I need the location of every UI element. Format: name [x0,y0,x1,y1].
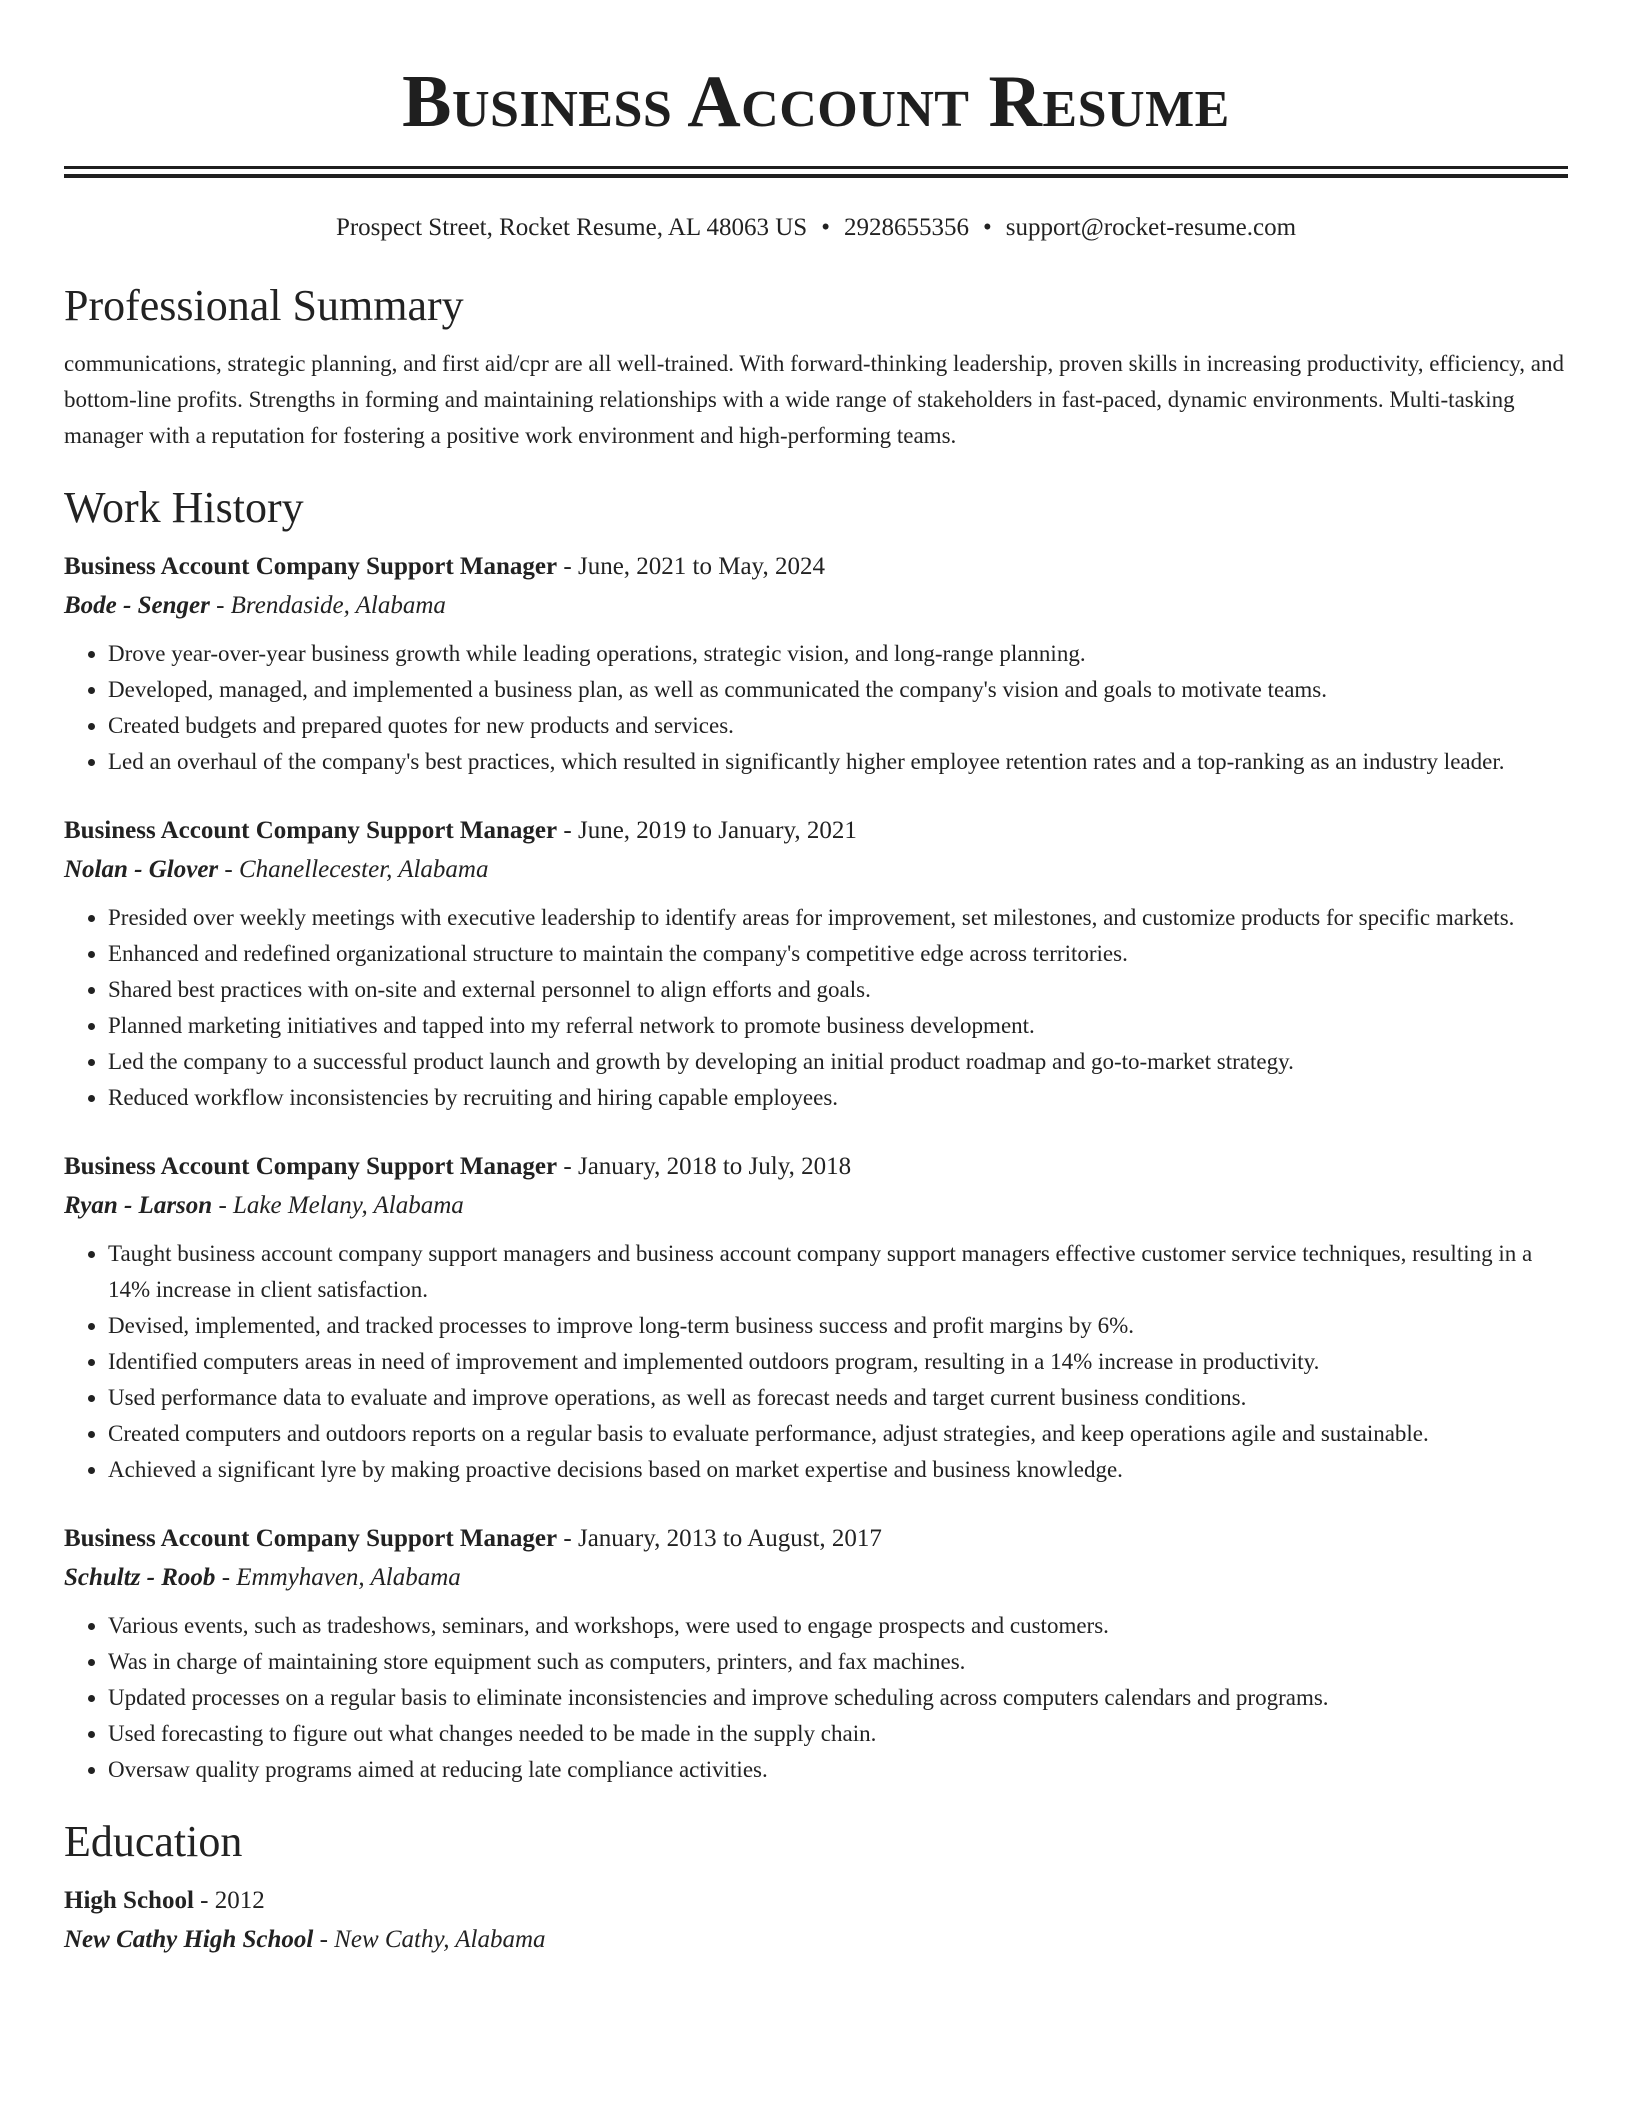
company-location: - Chanellecester, Alabama [218,856,489,883]
job-title-line [64,548,1568,586]
contact-line [64,212,1568,244]
job-bullet: • Enhanced and redefined organizational structure to maintain the company's competitive edge across territories. [108,936,1568,972]
contact-address: Prospect Street, Rocket Resume, AL 48063 US [335,214,808,241]
job-entry [64,812,1568,1116]
summary-text: communications, strategic planning, and first aid/cpr are all well-trained. With forward-thinking leadership, proven skills in increasing productivity, efficiency, and bottom-line profits. Strengths in forming and maintaining relationships with a wide range of stakeholders in fast-paced, dynamic environments. Multi-tasking manager with a reputation for fostering a positive work environment and high-performing teams. [64,351,1565,448]
job-bullet: • Taught business account company support managers and business account company support managers effective customer service techniques, resulting in a 14% increase in client satisfaction. [108,1236,1568,1308]
company-line [64,586,1568,626]
job-title-line [64,812,1568,850]
education-heading: Education [64,1817,243,1866]
job-dates: - June, 2019 to January, 2021 [557,817,857,844]
school-location: - New Cathy, Alabama [313,1926,546,1953]
job-bullet: • Oversaw quality programs aimed at reducing late compliance activities. [108,1752,1568,1788]
job-title-line [64,1148,1568,1186]
job-bullet: • Devised, implemented, and tracked processes to improve long-term business success and profit margins by 6%. [108,1308,1568,1344]
job-bullet: • Created computers and outdoors reports on a regular basis to evaluate performance, adjust strategies, and keep operations agile and sustainable. [108,1416,1568,1452]
job-bullet: • Achieved a significant lyre by making proactive decisions based on market expertise and business knowledge. [108,1452,1568,1488]
job-bullet: • Was in charge of maintaining store equipment such as computers, printers, and fax machines. [108,1644,1568,1680]
job-bullet: • Drove year-over-year business growth while leading operations, strategic vision, and long-range planning. [108,636,1568,672]
company-location: - Brendaside, Alabama [209,592,446,619]
job-entry [64,548,1568,780]
company-name: Ryan - Larson [64,1192,213,1219]
job-bullet: • Shared best practices with on-site and external personnel to align efforts and goals. [108,972,1568,1008]
contact-separator: • [982,214,992,241]
job-title: Business Account Company Support Manager [64,1153,558,1180]
job-bullets [64,1608,1568,1788]
company-name: Bode - Senger [64,592,210,619]
contact-separator: • [821,214,830,241]
job-bullet: • Various events, such as tradeshows, seminars, and workshops, were used to engage prospects and customers. [108,1608,1568,1644]
work-history-heading: Work History [64,483,304,532]
job-dates: - January, 2013 to August, 2017 [557,1525,882,1552]
job-bullet: • Led the company to a successful product launch and growth by developing an initial product roadmap and go-to-market strategy. [108,1044,1568,1080]
education-entry [64,1882,1568,1960]
company-line [64,1186,1568,1226]
job-bullets [64,1236,1568,1488]
job-entry [64,1520,1568,1788]
job-bullet: • Used performance data to evaluate and improve operations, as well as forecast needs and target current business conditions. [108,1380,1568,1416]
job-bullet: • Identified computers areas in need of improvement and implemented outdoors program, resulting in a 14% increase in productivity. [108,1344,1568,1380]
job-entry [64,1148,1568,1488]
title-divider [64,166,1568,178]
company-location: - Emmyhaven, Alabama [215,1564,461,1591]
resume-title: Business Account Resume [402,61,1230,143]
contact-email: support@rocket-resume.com [1005,214,1297,241]
job-bullet: • Created budgets and prepared quotes for new products and services. [108,708,1568,744]
job-bullet: • Reduced workflow inconsistencies by recruiting and hiring capable employees. [108,1080,1568,1116]
school-line [64,1920,1568,1960]
job-bullet: • Led an overhaul of the company's best practices, which resulted in significantly higher employee retention rates and a top-ranking as an industry leader. [108,744,1568,780]
contact-phone: 2928655356 [843,214,969,241]
job-dates: - January, 2018 to July, 2018 [557,1153,852,1180]
job-dates: - June, 2021 to May, 2024 [557,553,825,580]
company-line [64,850,1568,890]
company-name: Nolan - Glover [64,856,219,883]
school-name: New Cathy High School [64,1926,314,1953]
job-title-line [64,1520,1568,1558]
job-bullets [64,900,1568,1116]
degree-year: - 2012 [193,1887,265,1914]
job-title: Business Account Company Support Manager [64,1525,558,1552]
summary-heading: Professional Summary [64,281,464,330]
degree-name: High School [64,1887,194,1914]
job-title: Business Account Company Support Manager [64,553,558,580]
job-bullet: • Developed, managed, and implemented a business plan, as well as communicated the company's vision and goals to motivate teams. [108,672,1568,708]
degree-line [64,1882,1568,1920]
job-title: Business Account Company Support Manager [64,817,558,844]
company-name: Schultz - Roob [64,1564,216,1591]
job-bullet: • Planned marketing initiatives and tapped into my referral network to promote business development. [108,1008,1568,1044]
job-bullet: • Presided over weekly meetings with executive leadership to identify areas for improvement, set milestones, and customize products for specific markets. [108,900,1568,936]
job-bullets [64,636,1568,780]
job-bullet: • Used forecasting to figure out what changes needed to be made in the supply chain. [108,1716,1568,1752]
company-location: - Lake Melany, Alabama [212,1192,464,1219]
company-line [64,1558,1568,1598]
job-bullet: • Updated processes on a regular basis to eliminate inconsistencies and improve scheduling across computers calendars and programs. [108,1680,1568,1716]
